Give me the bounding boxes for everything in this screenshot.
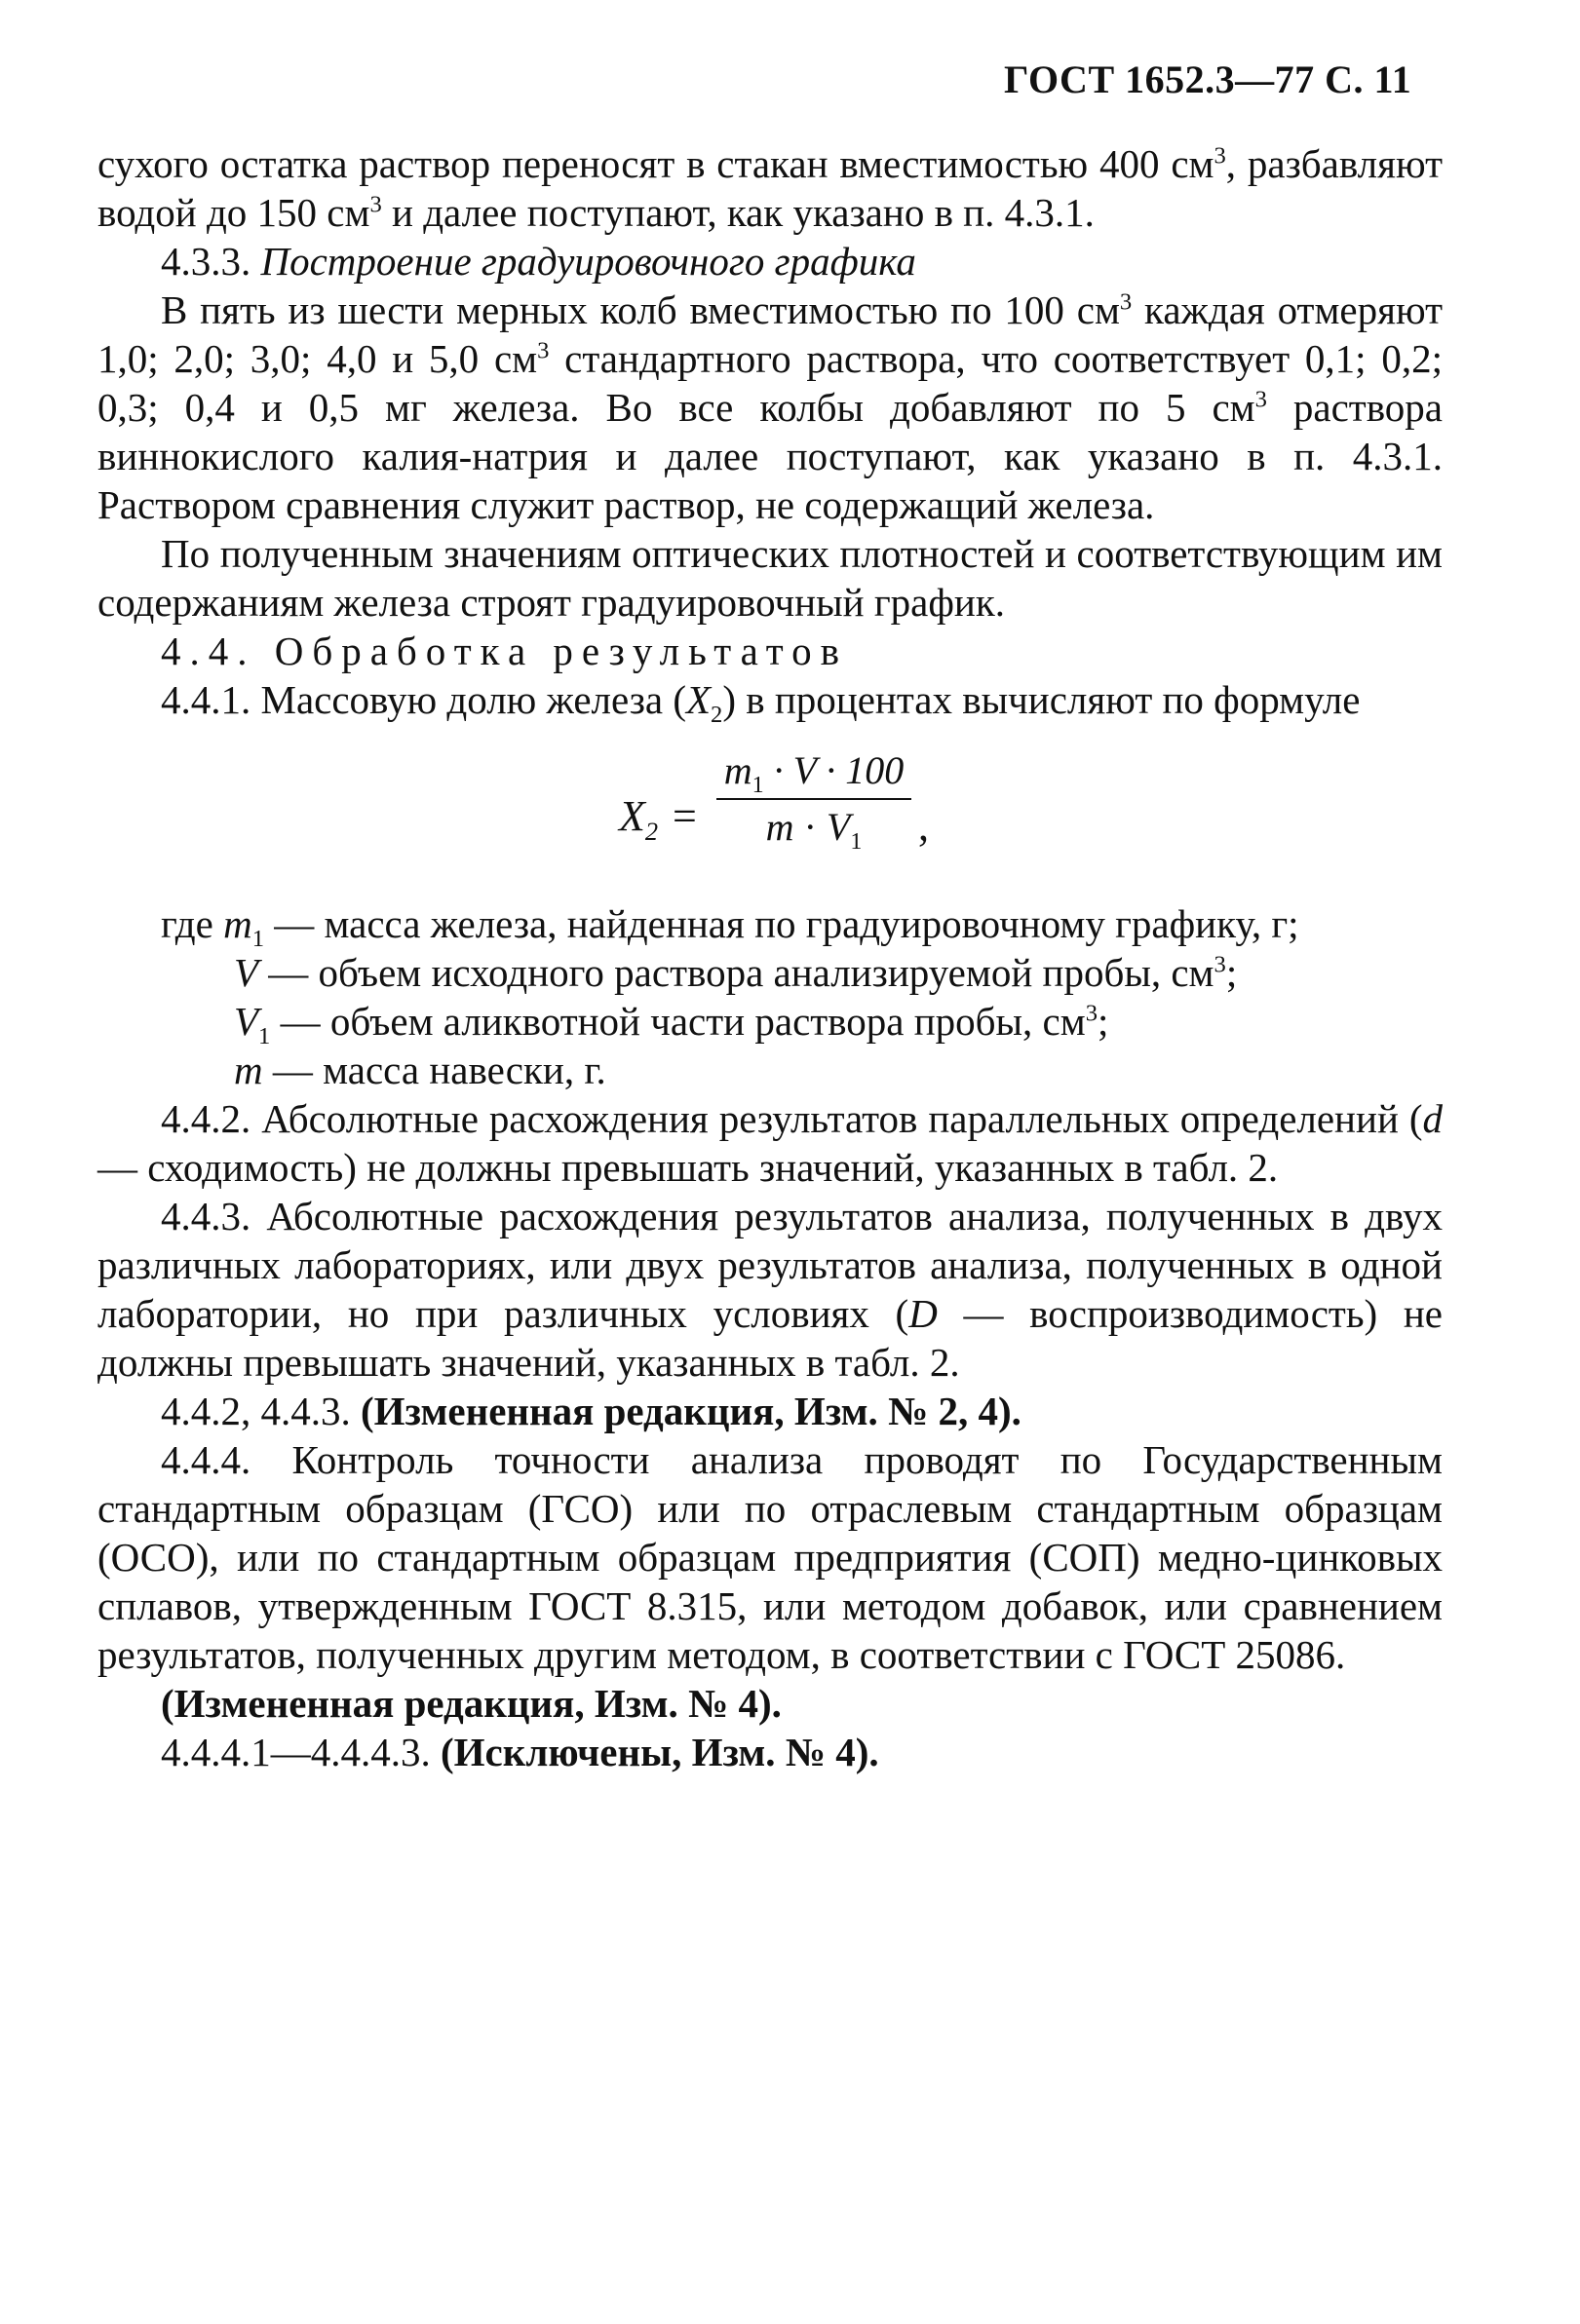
page-body — [97, 139, 1443, 1776]
formula-equals: = — [673, 792, 697, 840]
formula-fraction — [716, 747, 911, 855]
paragraph-4-4-4: 4.4.4. Контроль точности анализа проводят по Государственным стандартным образцам (ГСО) или по отраслевым стандартным образцам (ОСО), или по стандартным образцам предприятия (СОП) медно-цинковых сплавов, утвержденным ГОСТ 8.315, или методом добавок, или сравнением результатов, полученных другим методом, в соответствии с ГОСТ 25086. — [97, 1437, 1443, 1677]
formula-numerator: $m_1 \cdot V \cdot 100$ — [723, 748, 905, 798]
amendment-note-2: (Измененная редакция, Изм. № 4). — [161, 1681, 782, 1726]
paragraph-4-3-3: В пять из шести мерных колб вместимостью по 100 $см^3$ каждая отмеряют 1,0; 2,0; 3,0; 4,0 и 5,0 $см^3$ стандартного раствора, что соответствует 0,1; 0,2; 0,3; 0,4 и 0,5 мг железа. Во все колбы добавляют по 5 $см^3$ раствора виннокислого калия-натрия и далее поступают, как указано в п. 4.3.1. Раствором сравнения служит раствор, не содержащий железа. — [97, 287, 1443, 527]
running-header: ГОСТ 1652.3—77 С. 11 — [1004, 57, 1412, 101]
paragraph-continuation: сухого остатка раствор переносят в стакан вместимостью 400 $см^3$, разбавляют водой до 150 $см^3$ и далее поступают, как указано в п. 4.3.1. — [97, 141, 1443, 235]
definition-m: m — масса навески, г. — [234, 1048, 606, 1092]
section-4-4-heading: 4.4. Обработка результатов — [161, 629, 849, 673]
amendment-note-1: 4.4.2, 4.4.3. (Измененная редакция, Изм. № 2, 4). — [161, 1389, 1021, 1433]
paragraph-4-4-1: 4.4.1. Массовую долю железа $(X_2)$ в процентах вычисляют по формуле — [161, 677, 1361, 729]
formula-x2 — [97, 724, 1443, 899]
definition-v: V — объем исходного раствора анализируемой пробы, $см^3$; — [234, 950, 1238, 995]
formula-comma: , — [918, 802, 929, 850]
paragraph-4-4-3: 4.4.3. Абсолютные расхождения результатов анализа, полученных в двух различных лабораториях, или двух результатов анализа, полученных в одной лаборатории, но при различных условиях (D — воспроизводимость) не должны превышать значений, указанных в табл. 2. — [97, 1194, 1443, 1385]
excluded-note: 4.4.4.1—4.4.4.3. (Исключены, Изм. № 4). — [161, 1730, 879, 1774]
formula-lhs: $X_2$ — [619, 792, 659, 846]
fraction-bar — [716, 798, 911, 800]
definition-m1: где $m_1$ — масса железа, найденная по градуировочному графику, г; — [161, 901, 1299, 953]
formula-denominator: $m \cdot V_1$ — [765, 805, 863, 855]
section-4-3-3-heading: 4.3.3. Построение градуировочного графика — [161, 239, 916, 284]
variable-definitions — [97, 899, 1443, 1094]
paragraph-4-4-2: 4.4.2. Абсолютные расхождения результатов параллельных определений (d — сходимость) не должны превышать значений, указанных в табл. 2. — [97, 1096, 1443, 1190]
paragraph-calibration-graph: По полученным значениям оптических плотностей и соответствующим им содержаниям железа строят градуировочный график. — [97, 531, 1443, 625]
definition-v1: $V_1$ — объем аликвотной части раствора пробы, $см^3$; — [234, 999, 1109, 1050]
